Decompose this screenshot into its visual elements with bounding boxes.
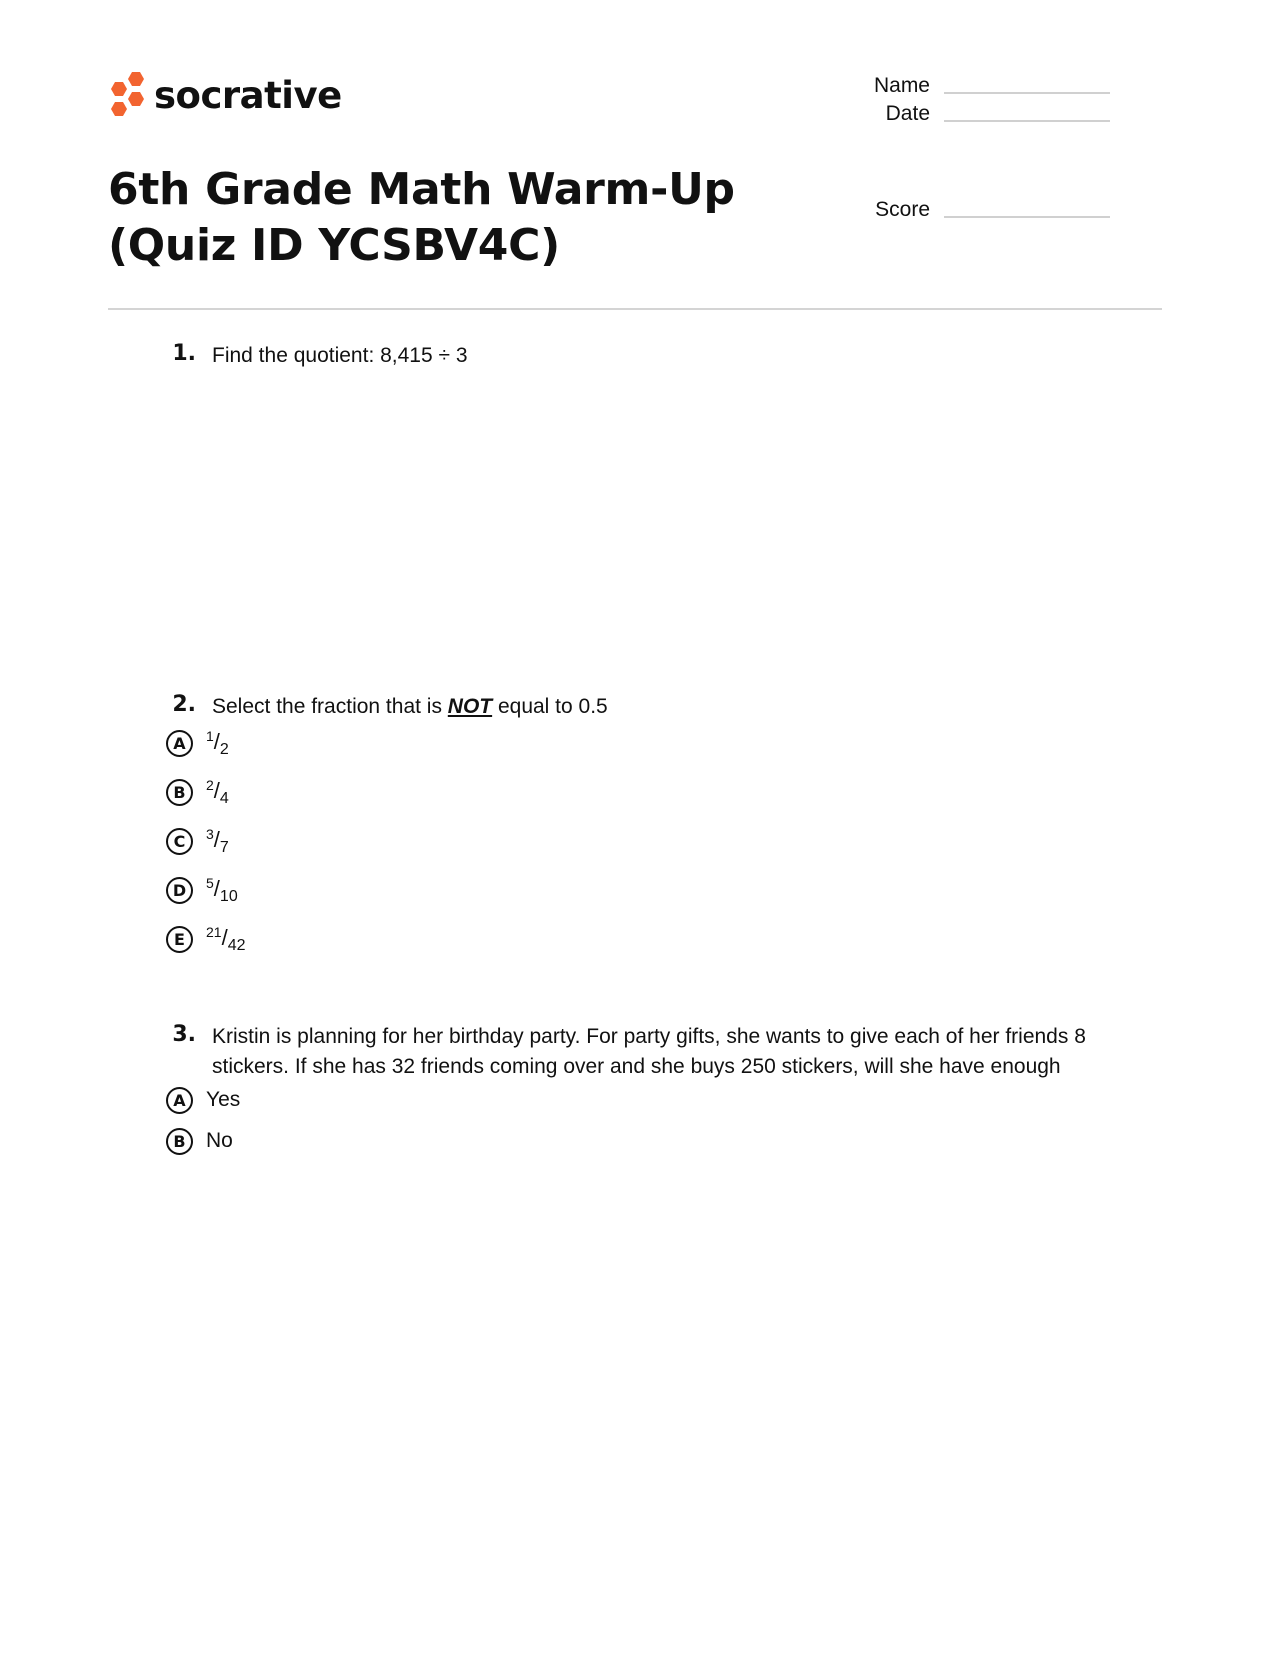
- question-text: Select the fraction that is NOT equal to 0.5: [212, 695, 608, 718]
- date-field[interactable]: [810, 102, 1110, 126]
- hexagon-cluster-icon: [108, 70, 146, 120]
- question-3: [160, 1022, 1150, 1082]
- option-bubble[interactable]: E: [166, 926, 193, 953]
- option-bubble[interactable]: B: [166, 779, 193, 806]
- option-a[interactable]: [166, 1083, 240, 1117]
- option-b[interactable]: [166, 1124, 233, 1158]
- option-fraction: $^2/_4$: [206, 776, 229, 807]
- question-text: Kristin is planning for her birthday party. For party gifts, she wants to give each of her friends 8 stickers. If she has 32 friends coming over and she buys 250 stickers, will she have enough: [212, 1025, 1086, 1078]
- option-a[interactable]: [166, 726, 229, 760]
- option-e[interactable]: [166, 922, 246, 956]
- score-field[interactable]: [810, 198, 1110, 222]
- name-field[interactable]: [810, 74, 1110, 98]
- brand-name: socrative: [154, 73, 342, 117]
- question-1: [160, 341, 1150, 371]
- question-number: 2.: [172, 692, 196, 717]
- date-line[interactable]: [944, 120, 1110, 122]
- option-d[interactable]: [166, 873, 238, 907]
- option-bubble[interactable]: A: [166, 1087, 193, 1114]
- option-bubble[interactable]: D: [166, 877, 193, 904]
- option-bubble[interactable]: A: [166, 730, 193, 757]
- option-bubble[interactable]: B: [166, 1128, 193, 1155]
- option-text: No: [206, 1129, 233, 1152]
- page-title: 6th Grade Math Warm-Up (Quiz ID YCSBV4C): [108, 164, 735, 271]
- question-text: Find the quotient: 8,415 ÷ 3: [212, 344, 468, 367]
- name-line[interactable]: [944, 92, 1110, 94]
- option-fraction: $^3/_7$: [206, 825, 229, 856]
- option-fraction: $^5/_{10}$: [206, 874, 238, 905]
- name-label: Name: [873, 74, 930, 97]
- option-fraction: $^1/_2$: [206, 727, 229, 758]
- socrative-logo: [108, 70, 342, 120]
- option-c[interactable]: [166, 824, 229, 858]
- option-text: Yes: [206, 1088, 241, 1111]
- question-2: [160, 692, 1150, 722]
- emphasis-not: NOT: [447, 695, 493, 718]
- date-label: Date: [885, 102, 930, 125]
- option-b[interactable]: [166, 775, 229, 809]
- score-label: Score: [875, 198, 930, 221]
- question-number: 1.: [172, 341, 196, 366]
- score-line[interactable]: [944, 216, 1110, 218]
- option-fraction: $^{21}/_{42}$: [206, 923, 246, 954]
- header-divider: [108, 308, 1162, 310]
- question-number: 3.: [172, 1022, 196, 1047]
- option-bubble[interactable]: C: [166, 828, 193, 855]
